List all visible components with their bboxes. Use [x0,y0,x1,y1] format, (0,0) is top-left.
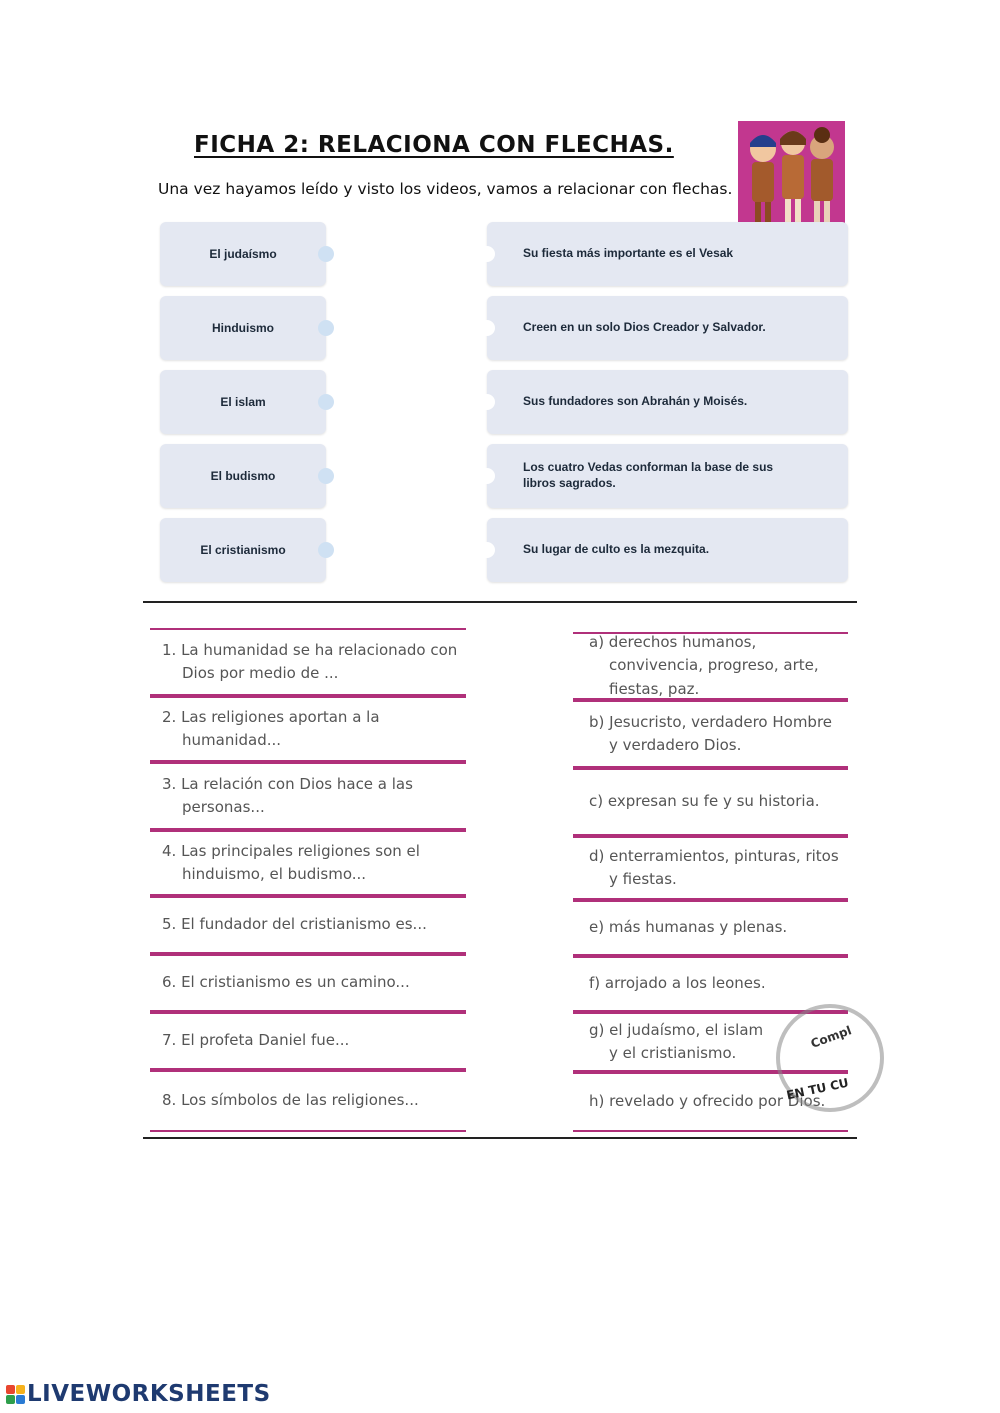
right-card-3[interactable] [487,370,848,434]
answer-row[interactable] [573,632,848,700]
statement-row[interactable] [150,830,466,896]
left-card-label: El budismo [210,469,276,483]
left-card-label: Hinduismo [212,321,274,335]
right-card-4[interactable] [487,444,848,508]
answer-text: f) arrojado a los leones. [589,974,766,993]
statement-text: 8. Los símbolos de las religiones... [162,1091,419,1110]
connector-knob[interactable] [318,542,334,558]
statement-text: 3. La relación con Dios hace a las personas... [162,774,413,816]
connector-notch[interactable] [479,394,495,410]
connector-notch[interactable] [479,542,495,558]
brand-name: LIVEWORKSHEETS [27,1381,271,1407]
connector-notch[interactable] [479,320,495,336]
left-card-1[interactable] [160,222,326,286]
page-title: FICHA 2: RELACIONA CON FLECHAS. [194,132,674,158]
right-card-label: Su lugar de culto es la mezquita. [523,542,710,557]
answer-text: g) el judaísmo, el islam y el cristianismo. [589,1020,764,1062]
answer-row[interactable] [573,836,848,900]
answer-row[interactable] [573,700,848,768]
statement-row[interactable] [150,1012,466,1070]
left-card-2[interactable] [160,296,326,360]
statement-text: 4. Las principales religiones son el hinduismo, el budismo... [162,841,420,883]
statement-text: 2. Las religiones aportan a la humanidad... [162,707,380,749]
left-card-3[interactable] [160,370,326,434]
statement-text: 6. El cristianismo es un camino... [162,973,410,992]
connector-notch[interactable] [479,468,495,484]
divider-top [143,601,857,603]
divider-bottom [143,1137,857,1139]
statement-row[interactable] [150,762,466,830]
left-card-label: El cristianismo [200,543,286,557]
statement-row[interactable] [150,1070,466,1132]
left-card-label: El judaísmo [209,247,277,261]
right-card-2[interactable] [487,296,848,360]
answer-text: d) enterramientos, pinturas, ritos y fiestas. [589,846,839,888]
left-card-label: El islam [220,395,266,409]
statement-row[interactable] [150,954,466,1012]
instruction-text: Una vez hayamos leído y visto los videos, vamos a relacionar con flechas. [158,180,733,198]
brand-logo[interactable] [6,1381,271,1407]
statement-row[interactable] [150,696,466,762]
right-card-1[interactable] [487,222,848,286]
statement-text: 7. El profeta Daniel fue... [162,1031,350,1050]
right-card-label: Creen en un solo Dios Creador y Salvador. [523,320,766,335]
left-card-5[interactable] [160,518,326,582]
statement-row[interactable] [150,628,466,696]
connector-knob[interactable] [318,320,334,336]
stamp-text-top: Compl [808,1023,854,1051]
logo-mark-icon [6,1385,25,1404]
statement-text: 5. El fundador del cristianismo es... [162,915,427,934]
answer-text: b) Jesucristo, verdadero Hombre y verdadero Dios. [589,712,833,754]
right-card-5[interactable] [487,518,848,582]
connector-knob[interactable] [318,394,334,410]
answer-text: e) más humanas y plenas. [589,918,788,937]
answer-text: c) expresan su fe y su historia. [589,792,820,811]
statement-row[interactable] [150,896,466,954]
answer-text: a) derechos humanos, convivencia, progreso, arte, fiestas, paz. [589,633,819,698]
right-card-label: Sus fundadores son Abrahán y Moisés. [523,394,748,409]
answer-text: h) revelado y ofrecido por Dios. [589,1092,826,1111]
right-card-label: Los cuatro Vedas conforman la base de sus libros sagrados. [523,460,774,490]
right-card-label: Su fiesta más importante es el Vesak [523,246,734,261]
connector-knob[interactable] [318,246,334,262]
answer-row[interactable] [573,768,848,836]
answer-row[interactable] [573,900,848,956]
connector-notch[interactable] [479,246,495,262]
answer-row[interactable] [573,956,848,1012]
statement-text: 1. La humanidad se ha relacionado con Dios por medio de ... [162,640,458,682]
stamp-text-bottom: EN TU CU [785,1075,850,1103]
connector-knob[interactable] [318,468,334,484]
left-card-4[interactable] [160,444,326,508]
